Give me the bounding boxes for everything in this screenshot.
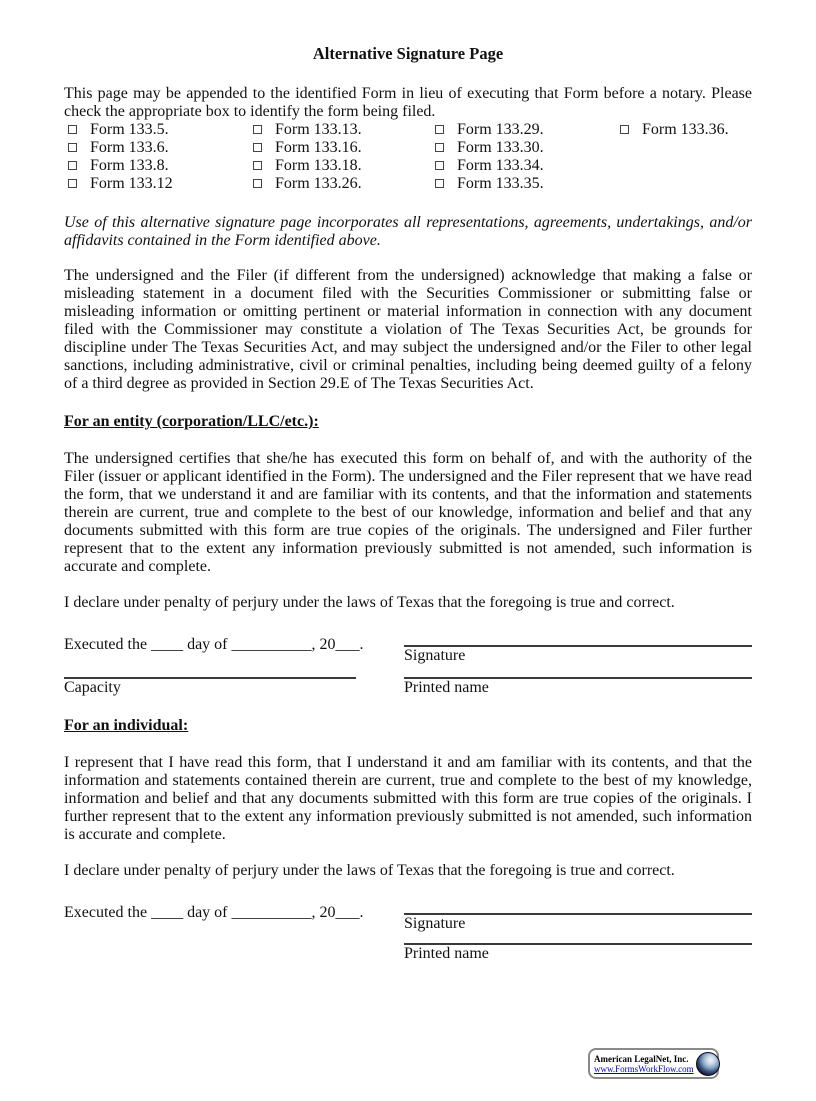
page-content	[0, 45, 816, 963]
entity-certification-paragraph: The undersigned certifies that she/he has executed this form on behalf of, and with the authority of the Filer (issuer or applicant identified in the Form). The undersigned and the Filer represent that we have read the form, that we understand it and are familiar with its contents, and that the information and statements therein are current, true and complete to the best of our knowledge, information and belief and that any documents submitted with this form are true copies of the originals. The undersigned and Filer further represent that to the extent any information previously submitted is not amended, such information is accurate and complete.	[64, 450, 752, 575]
individual-section-heading: For an individual:	[64, 717, 189, 734]
document-page	[0, 45, 816, 1101]
form-checkbox-grid	[64, 121, 752, 193]
individual-perjury-statement: I declare under penalty of perjury under the laws of Texas that the foregoing is true and correct.	[64, 862, 675, 879]
entity-capacity-row	[64, 677, 752, 697]
individual-printed-name-label: Printed name	[404, 945, 489, 962]
entity-section-heading: For an entity (corporation/LLC/etc.):	[64, 413, 319, 430]
intro-paragraph: This page may be appended to the identified Form in lieu of executing that Form before a notary. Please check the appropriate box to identify the form being filed.	[64, 85, 752, 120]
form-checkbox-label: Form 133.6.	[90, 139, 169, 156]
incorporation-notice: Use of this alternative signature page incorporates all representations, agreements, undertakings, and/or affidavits contained in the Form identified above.	[64, 214, 752, 249]
form-checkbox-item	[620, 121, 752, 139]
form-checkbox-item	[253, 139, 435, 157]
entity-capacity-label: Capacity	[64, 679, 121, 696]
form-checkbox-label: Form 133.18.	[275, 157, 362, 174]
acknowledgment-paragraph: The undersigned and the Filer (if different from the undersigned) acknowledge that making a false or misleading statement in a document filed with the Securities Commissioner or submitting false or misleading information or omitting pertinent or material information in connection with any document filed with the Commissioner may constitute a violation of The Texas Securities Act, be grounds for discipline under The Texas Securities Act, and may subject the undersigned and/or the Filer to other legal sanctions, including administrative, civil or criminal penalties, including being deemed guilty of a felony of a third degree as provided in Section 29.E of The Texas Securities Act.	[64, 267, 752, 392]
form-checkbox-item	[253, 121, 435, 139]
entity-signature-label: Signature	[404, 647, 466, 664]
form-checkbox-label: Form 133.26.	[275, 175, 362, 192]
form-checkbox-item	[253, 157, 435, 175]
page-title: Alternative Signature Page	[312, 44, 504, 63]
individual-signature-block	[64, 900, 752, 963]
vendor-badge	[588, 1048, 719, 1079]
form-checkbox-label: Form 133.13.	[275, 121, 362, 138]
individual-representation-paragraph: I represent that I have read this form, that I understand it and am familiar with its contents, and that the information and statements contained therein are current, true and complete to the best of my knowledge, information and belief and that any documents submitted with this form are true copies of the originals. I further represent that to the extent any information previously submitted is not amended, such information is accurate and complete.	[64, 754, 752, 843]
form-checkbox-label: Form 133.8.	[90, 157, 169, 174]
checkbox-icon[interactable]	[68, 179, 77, 188]
individual-executed-row	[64, 900, 752, 933]
form-checkbox-label: Form 133.5.	[90, 121, 169, 138]
form-checkbox-label: Form 133.16.	[275, 139, 362, 156]
vendor-company-name: American LegalNet, Inc.	[594, 1053, 689, 1064]
form-checkbox-item	[435, 139, 620, 157]
entity-executed-date-line: Executed the ____ day of __________, 20___.	[64, 636, 364, 653]
form-checkbox-item	[253, 175, 435, 193]
form-checkbox-item	[435, 175, 620, 193]
globe-logo-icon	[696, 1052, 720, 1076]
form-checkbox-label: Form 133.35.	[457, 175, 544, 192]
form-checkbox-item	[68, 139, 253, 157]
form-checkbox-item	[435, 157, 620, 175]
form-checkbox-item	[435, 121, 620, 139]
individual-executed-date-line: Executed the ____ day of __________, 20___.	[64, 904, 364, 921]
form-checkbox-label: Form 133.36.	[642, 121, 729, 138]
form-checkbox-item	[68, 121, 253, 139]
checkbox-icon[interactable]	[435, 125, 444, 134]
form-checkbox-label: Form 133.29.	[457, 121, 544, 138]
checkbox-icon[interactable]	[68, 161, 77, 170]
empty-grid-cell	[620, 175, 752, 193]
checkbox-icon[interactable]	[253, 143, 262, 152]
form-checkbox-label: Form 133.30.	[457, 139, 544, 156]
checkbox-icon[interactable]	[253, 161, 262, 170]
checkbox-icon[interactable]	[68, 125, 77, 134]
form-checkbox-item	[68, 175, 253, 193]
checkbox-icon[interactable]	[253, 179, 262, 188]
checkbox-icon[interactable]	[620, 125, 629, 134]
entity-executed-row	[64, 632, 752, 665]
form-checkbox-label: Form 133.34.	[457, 157, 544, 174]
checkbox-icon[interactable]	[435, 161, 444, 170]
checkbox-icon[interactable]	[435, 143, 444, 152]
checkbox-icon[interactable]	[253, 125, 262, 134]
entity-printed-name-label: Printed name	[404, 679, 489, 696]
empty-grid-cell	[620, 157, 752, 175]
form-checkbox-label: Form 133.12	[90, 175, 173, 192]
entity-signature-block	[64, 632, 752, 697]
formsworkflow-link[interactable]: www.FormsWorkFlow.com	[594, 1063, 694, 1074]
individual-printed-name-row	[64, 943, 752, 963]
form-checkbox-item	[68, 157, 253, 175]
empty-grid-cell	[620, 139, 752, 157]
checkbox-icon[interactable]	[68, 143, 77, 152]
checkbox-icon[interactable]	[435, 179, 444, 188]
entity-perjury-statement: I declare under penalty of perjury under the laws of Texas that the foregoing is true and correct.	[64, 594, 675, 611]
vendor-text	[594, 1054, 694, 1074]
individual-signature-label: Signature	[404, 915, 466, 932]
